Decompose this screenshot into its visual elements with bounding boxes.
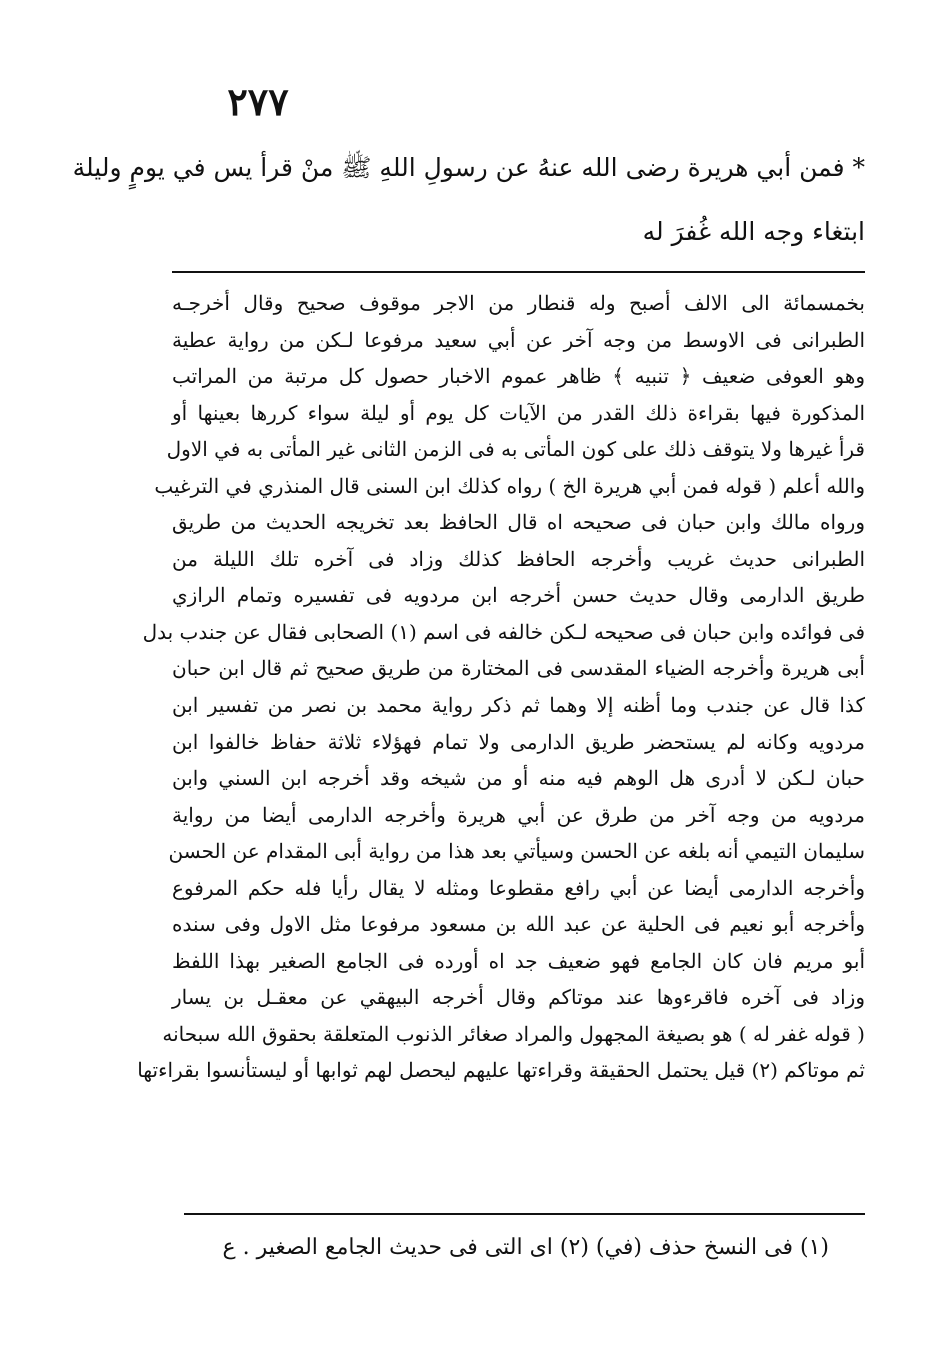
commentary-line: ورواه مالك وابن حبان فى صحيحه اه قال الحافظ بعد تخريجه الحديث من طريق	[172, 510, 865, 535]
hadith-line: * فمن أبي هريرة رضى الله عنهُ عن رسولِ اللهِ ﷺ منْ قرأ يس في يومٍ وليلة	[72, 153, 865, 182]
footnote-divider	[184, 1213, 865, 1215]
commentary-line: طريق الدارمى وقال حديث حسن أخرجه ابن مردويه فى تفسيره وتمام الرازي	[172, 583, 865, 608]
commentary-line: أبى هريرة وأخرجه الضياء المقدسى فى المختارة من طريق صحيح ثم قال ابن حبان	[172, 656, 865, 681]
commentary-line: مردويه وكانه لم يستحضر طريق الدارمى ولا تمام فهؤلاء ثلاثة حفاظ خالفوا ابن	[172, 729, 865, 754]
commentary-line: ( قوله غفر له ) هو بصيغة المجهول والمراد صغائر الذنوب المتعلقة بحقوق الله سبحانه	[162, 1021, 865, 1046]
commentary-line: مردويه من وجه آخر من طرق عن أبي هريرة وأخرجه الدارمى أيضا من رواية	[172, 802, 865, 827]
footnotes: (١) فى النسخ حذف (في) (٢) اى التى فى حديث الجامع الصغير . ع	[222, 1235, 829, 1260]
commentary-line: وأخرجه أبو نعيم فى الحلية عن عبد الله بن مسعود مرفوعا مثل الاول وفى سنده	[172, 912, 865, 937]
commentary-line: أبو مريم فان كان الجامع فهو ضعيف جد اه أورده فى الجامع الصغير بهذا اللفظ	[172, 948, 865, 973]
commentary-line: وأخرجه الدارمى أيضا عن أبي رافع مقطوعا ومثله لا يقال رأيا فله حكم المرفوع	[172, 875, 865, 900]
commentary-line: وزاد فى آخره فاقرءوها عند موتاكم وقال أخرجه البيهقي عن معقـل بن يسار	[172, 985, 865, 1010]
commentary-line: قرأ غيرها ولا يتوقف ذلك على كون المأتى به فى الزمن الثانى غير المأتى به في الاول	[166, 437, 865, 462]
commentary-line: حبان لـكن لا أدرى هل الوهم فيه منه أو من شيخه وقد أخرجه ابن السني وابن	[172, 766, 865, 791]
hadith-line: ابتغاء وجه الله غُفرَ له	[642, 217, 865, 246]
commentary-line: المذكورة فيها بقراءة ذلك القدر من الآيات كل يوم أو ليلة سواء كررها بعينها أو	[172, 400, 865, 425]
commentary-line: الطبرانى حديث غريب وأخرجه الحافظ كذلك وزاد فى آخره تلك الليلة من	[172, 546, 865, 571]
top-divider	[172, 271, 865, 273]
commentary-line: ثم موتاكم (٢) قيل يحتمل الحقيقة وقراءتها عليهم ليحصل لهم ثوابها أو ليستأنسوا بقراءتها	[137, 1058, 865, 1083]
commentary-line: الطبرانى فى الاوسط من وجه آخر عن أبي سعيد مرفوعا لـكن من رواية عطية	[172, 327, 865, 352]
commentary-line: وهو العوفى ضعيف ﴿ تنبيه ﴾ ظاهر عموم الاخبار حصول كل مرتبة من المراتب	[172, 364, 865, 389]
commentary-line: كذا قال عن جندب وما أظنه إلا وهما ثم ذكر رواية محمد بن نصر من تفسير ابن	[172, 693, 865, 718]
commentary-line: بخمسمائة الى الالف أصبح وله قنطار من الاجر موقوف صحيح وقال أخرجـه	[172, 291, 865, 315]
commentary-line: سليمان التيمي أنه بلغه عن الحسن وسيأتي بعد هذا من رواية أبى المقدام عن الحسن	[168, 839, 865, 864]
commentary-line: فى فوائده وابن حبان فى صحيحه لـكن خالفه فى اسم (١) الصحابى فقال عن جندب بدل	[142, 619, 865, 644]
commentary-line: والله أعلم ( قوله فمن أبي هريرة الخ ) رواه كذلك ابن السنى قال المنذري في الترغيب	[154, 473, 865, 498]
page-number: ٢٧٧	[227, 79, 289, 124]
hadith-text	[72, 136, 865, 264]
commentary-text	[137, 285, 865, 1089]
